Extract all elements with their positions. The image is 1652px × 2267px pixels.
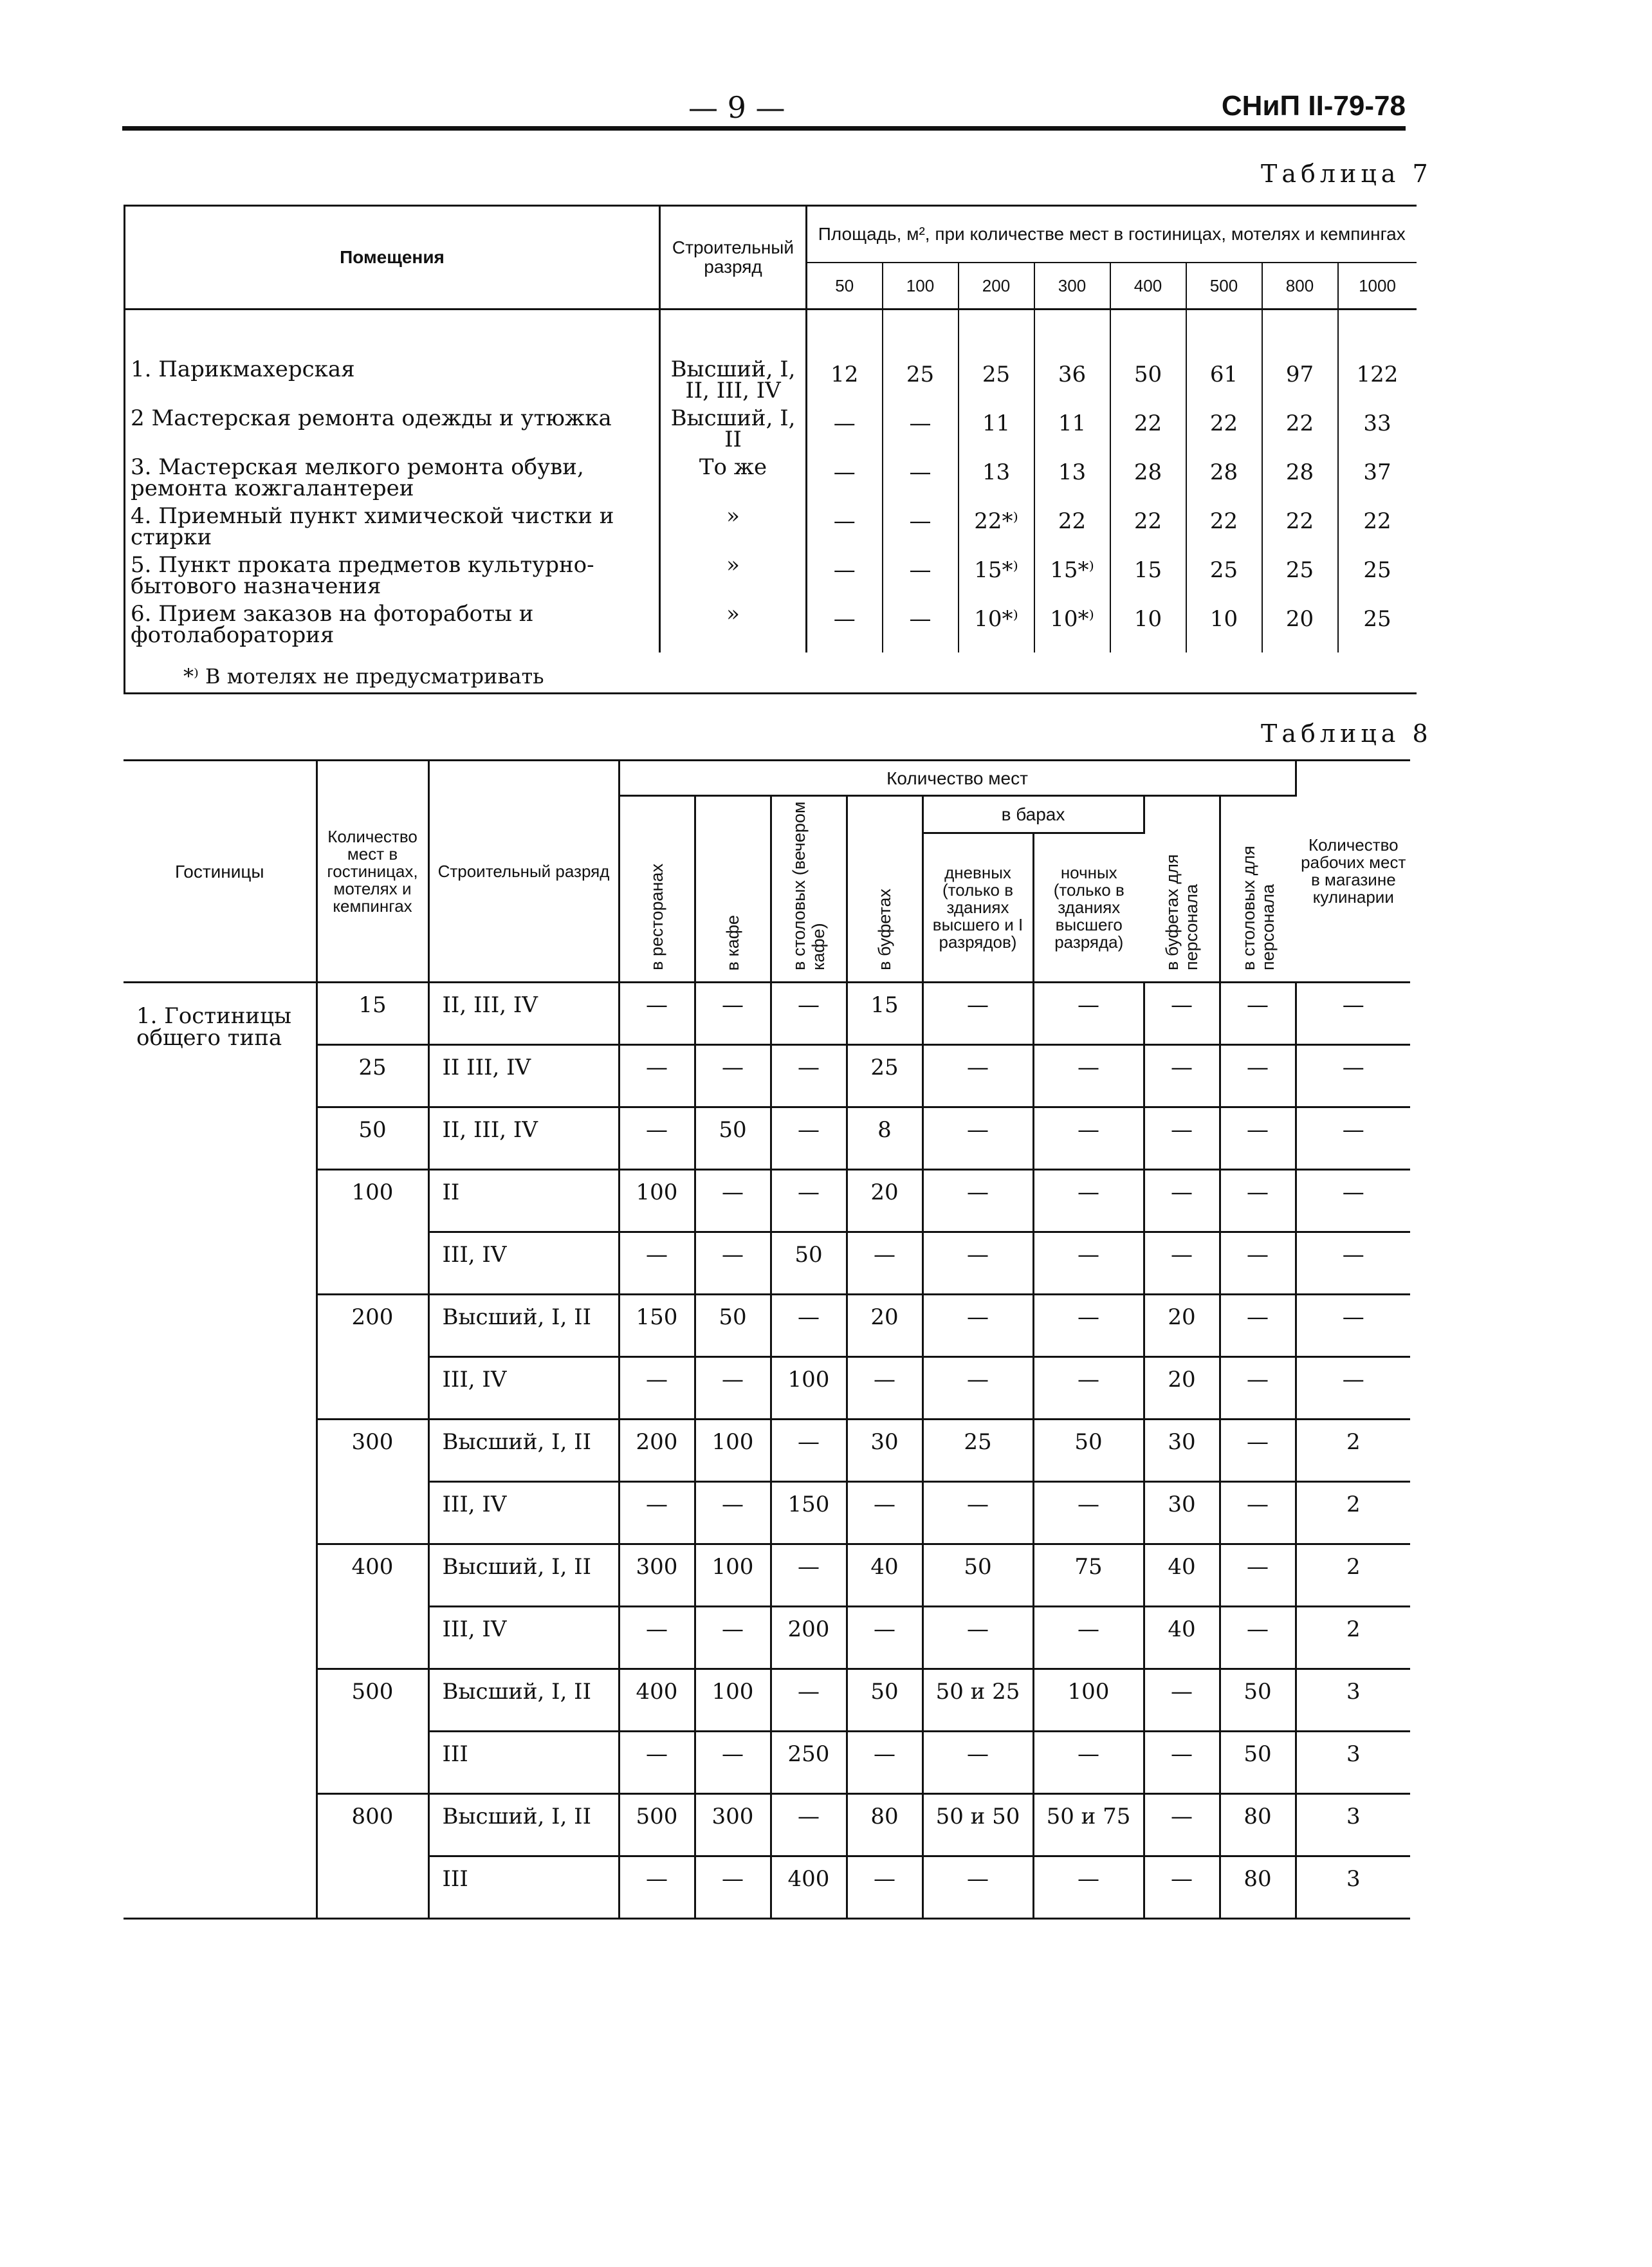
table8-header-places-group: Количество мест — [619, 761, 1296, 796]
table8-value: 3 — [1296, 1732, 1410, 1794]
table8-value: 100 — [695, 1420, 771, 1482]
table8-value: — — [695, 1357, 771, 1420]
table8-value: — — [1144, 1732, 1220, 1794]
table8-value: — — [922, 1482, 1033, 1544]
table7-header-area: Площадь, м², при количестве мест в гостиницах, мотелях и кемпингах — [807, 206, 1417, 263]
table8-value: 50 — [847, 1669, 922, 1732]
table7-area-value: 37 — [1363, 459, 1391, 485]
table8-value: — — [1144, 983, 1220, 1045]
table7-header-grade: Строительный разряд — [660, 206, 807, 310]
table8-value: — — [1033, 1856, 1144, 1919]
table8-value: — — [771, 1544, 847, 1607]
table7-area-value: 22 — [1262, 506, 1338, 555]
table8-header-hotels: Гостиницы — [124, 761, 317, 983]
table8-value: 75 — [1033, 1544, 1144, 1607]
table7-area-value: 25 — [883, 359, 959, 408]
table8-value: — — [847, 1607, 922, 1669]
table8-value: 40 — [1144, 1544, 1220, 1607]
table8-value: — — [922, 983, 1033, 1045]
table8-value: 50 и 25 — [922, 1669, 1033, 1732]
table8-value: — — [1220, 1232, 1296, 1295]
table8-value: 50 — [695, 1295, 771, 1357]
table8-value: — — [1033, 1732, 1144, 1794]
table8-value: — — [1033, 1295, 1144, 1357]
table7-room-name: 6. Прием заказов на фотоработы и фотолаборатория — [125, 604, 660, 652]
table7-room-name: 5. Пункт проката предметов культурно-бытового назначения — [125, 555, 660, 604]
table8-grade: III, IV — [428, 1357, 619, 1420]
table8-value: 25 — [922, 1420, 1033, 1482]
table8-value: — — [1296, 1295, 1410, 1357]
table7-area-value: 122 — [1356, 362, 1399, 387]
table8-value: — — [1296, 1107, 1410, 1170]
table8-value: — — [1296, 1357, 1410, 1420]
table8-value: — — [922, 1045, 1033, 1107]
table7-row — [125, 457, 1417, 506]
table8-value: 3 — [1296, 1669, 1410, 1732]
table8-header-grade: Строительный разряд — [428, 761, 619, 983]
table8-grade: III, IV — [428, 1607, 619, 1669]
table8-value: 250 — [771, 1732, 847, 1794]
table8-value: — — [619, 1607, 695, 1669]
table8-value: 40 — [847, 1544, 922, 1607]
table8-value: — — [771, 1669, 847, 1732]
table8-header-canteens: в столовых (вечером кафе) — [771, 796, 847, 983]
table8-value: — — [847, 1232, 922, 1295]
table8-value: — — [847, 1856, 922, 1919]
table8-row — [124, 1669, 1410, 1732]
table7-grade: » — [660, 506, 807, 555]
table7-area-value: 25 — [1262, 555, 1338, 604]
table8-grade: III — [428, 1732, 619, 1794]
table8-value: — — [619, 1357, 695, 1420]
table8-body — [124, 983, 1410, 1919]
table7-area-value: 10 — [1186, 604, 1262, 652]
table8-header-workplaces: Количество рабочих мест в магазине кулинарии — [1296, 761, 1410, 983]
table8-grade: II, III, IV — [428, 983, 619, 1045]
table8-value: 20 — [1144, 1295, 1220, 1357]
table8-value: 100 — [1033, 1669, 1144, 1732]
table7-footnote: *⁾ В мотелях не предусматривать — [183, 664, 544, 689]
table8-value: — — [1033, 1045, 1144, 1107]
table8-value: 3 — [1296, 1856, 1410, 1919]
table7-row — [125, 359, 1417, 408]
table8-value: — — [922, 1357, 1033, 1420]
table8-value: — — [695, 1170, 771, 1232]
table8-value: — — [695, 1607, 771, 1669]
table8-seat-count: 25 — [317, 1045, 428, 1107]
table8-value: 200 — [771, 1607, 847, 1669]
table8-value: 2 — [1296, 1607, 1410, 1669]
table8-value: 300 — [695, 1794, 771, 1856]
table8-header-bars-group: в барах — [922, 796, 1144, 833]
table7-seat-count: 50 — [807, 263, 883, 310]
table7-area-value: 36 — [1034, 359, 1110, 408]
table7-area-value: 25 — [1363, 606, 1391, 632]
table8-value: — — [1220, 1607, 1296, 1669]
table8-grade: Высший, I, II — [428, 1544, 619, 1607]
table8-value: 2 — [1296, 1482, 1410, 1544]
table7-area-value: 22 — [1110, 408, 1186, 457]
table8-value: — — [619, 1482, 695, 1544]
table8-value: — — [1296, 1232, 1410, 1295]
table8-value: — — [1220, 1170, 1296, 1232]
table7-area-value: 28 — [1262, 457, 1338, 506]
table8-seat-count: 500 — [317, 1669, 428, 1794]
table8-value: 8 — [847, 1107, 922, 1170]
table7-seat-count: 400 — [1110, 263, 1186, 310]
table7-seat-count: 300 — [1034, 263, 1110, 310]
page-header — [122, 90, 1406, 129]
table8-header-day-bars: дневных (только в зданиях высшего и I разрядов) — [922, 833, 1033, 982]
table8-grade: III — [428, 1856, 619, 1919]
table8-value: — — [922, 1170, 1033, 1232]
table7-body — [125, 310, 1417, 653]
table8-value: 20 — [1144, 1357, 1220, 1420]
table7-area-value: 22 — [1262, 408, 1338, 457]
table8-value: — — [771, 983, 847, 1045]
table8-value: — — [1033, 1607, 1144, 1669]
table8-row — [124, 1420, 1410, 1482]
table8-value: 80 — [1220, 1794, 1296, 1856]
table8-value: 80 — [1220, 1856, 1296, 1919]
table8-value: — — [1033, 983, 1144, 1045]
table7-area-value: — — [807, 457, 883, 506]
table7-row — [125, 506, 1417, 555]
table7-area-value: — — [883, 408, 959, 457]
table8-value: — — [1220, 1045, 1296, 1107]
table7-area-value: 10*⁾ — [1034, 604, 1110, 652]
table8-value: 100 — [695, 1669, 771, 1732]
table8-row — [124, 1295, 1410, 1357]
table8-value: — — [771, 1170, 847, 1232]
table8-value: 500 — [619, 1794, 695, 1856]
table8-value: 100 — [695, 1544, 771, 1607]
table7-seat-count: 100 — [883, 263, 959, 310]
table8-value: 15 — [847, 983, 922, 1045]
table8-grade: Высший, I, II — [428, 1669, 619, 1732]
table7-room-name: 2 Мастерская ремонта одежды и утюжка — [125, 408, 660, 457]
table8-value: 50 — [1033, 1420, 1144, 1482]
table8-row — [124, 1107, 1410, 1170]
table8-value: — — [695, 1045, 771, 1107]
table8-value: — — [1144, 1856, 1220, 1919]
header-rule — [122, 126, 1406, 131]
table8-value: — — [771, 1420, 847, 1482]
table8-value: — — [1033, 1357, 1144, 1420]
table8-header-night-bars: ночных (только в зданиях высшего разряда) — [1033, 833, 1144, 982]
table7-area-value: 22 — [1034, 506, 1110, 555]
table8-header-restaurants: в ресторанах — [619, 796, 695, 983]
table7-row — [125, 555, 1417, 604]
table8-value: — — [1220, 1107, 1296, 1170]
page-number: — 9 — — [688, 90, 785, 125]
table7-area-value: 10 — [1110, 604, 1186, 652]
table8-value: — — [1033, 1482, 1144, 1544]
table8-value: — — [1033, 1232, 1144, 1295]
table7-area-value: 13 — [1034, 457, 1110, 506]
table8-value: — — [695, 1856, 771, 1919]
table7-area-value: 15 — [1110, 555, 1186, 604]
table8-value: 40 — [1144, 1607, 1220, 1669]
table8-value: — — [1144, 1794, 1220, 1856]
table7-area-value: 25 — [959, 359, 1034, 408]
table7-area-value: 97 — [1262, 359, 1338, 408]
table8-value: — — [1033, 1170, 1144, 1232]
table8-value: — — [695, 1482, 771, 1544]
table8-value: 200 — [619, 1420, 695, 1482]
table8-seat-count: 300 — [317, 1420, 428, 1544]
table8-value: 80 — [847, 1794, 922, 1856]
table8-value: — — [1220, 1295, 1296, 1357]
table8-value: — — [619, 1732, 695, 1794]
table8-value: — — [847, 1482, 922, 1544]
table7-area-value: 28 — [1110, 457, 1186, 506]
table8-value: 100 — [771, 1357, 847, 1420]
table8-value: — — [619, 1045, 695, 1107]
table8-row — [124, 1544, 1410, 1607]
table8-value: 50 и 50 — [922, 1794, 1033, 1856]
table8-grade: II — [428, 1170, 619, 1232]
table8-value: — — [1220, 1544, 1296, 1607]
table7-seat-count: 200 — [959, 263, 1034, 310]
table7-area-value: 10*⁾ — [959, 604, 1034, 652]
table7-area-value: — — [807, 555, 883, 604]
table7-area-value: 11 — [1034, 408, 1110, 457]
table8-value: 2 — [1296, 1544, 1410, 1607]
table8-grade: Высший, I, II — [428, 1420, 619, 1482]
table7-area-value: 15*⁾ — [959, 555, 1034, 604]
table7-area-value: — — [807, 604, 883, 652]
table7-area-value: — — [883, 506, 959, 555]
table7-area-value: — — [807, 408, 883, 457]
table7-seat-count: 500 — [1186, 263, 1262, 310]
table8-value: — — [619, 983, 695, 1045]
table8-value: — — [1144, 1045, 1220, 1107]
table7-area-value: 13 — [959, 457, 1034, 506]
table8-value: — — [695, 983, 771, 1045]
table7-room-name: 4. Приемный пункт химической чистки и стирки — [125, 506, 660, 555]
table8-header-seats: Количество мест в гостиницах, мотелях и кемпингах — [317, 761, 428, 983]
table8 — [124, 759, 1410, 1920]
table8-value: — — [1144, 1170, 1220, 1232]
table8-value: — — [922, 1295, 1033, 1357]
table8-value: 150 — [619, 1295, 695, 1357]
table8-row — [124, 983, 1410, 1045]
table8-value: — — [1296, 983, 1410, 1045]
table8-value: 25 — [847, 1045, 922, 1107]
table7-area-value: 28 — [1186, 457, 1262, 506]
table8-value: — — [922, 1107, 1033, 1170]
table7-grade: » — [660, 555, 807, 604]
table7 — [124, 205, 1417, 694]
table8-seat-count: 100 — [317, 1170, 428, 1295]
table8-value: 20 — [847, 1170, 922, 1232]
table8-value: 3 — [1296, 1794, 1410, 1856]
table8-value: — — [695, 1232, 771, 1295]
table8-value: — — [1144, 1669, 1220, 1732]
table8-value: — — [922, 1732, 1033, 1794]
table8-value: — — [1296, 1170, 1410, 1232]
table7-area-value: 22 — [1363, 508, 1391, 534]
table7-grade: То же — [660, 457, 807, 506]
table8-header-staff-buffets: в буфетах для персонала — [1144, 796, 1220, 983]
table7-area-value: 22 — [1186, 408, 1262, 457]
table7-area-value: 33 — [1363, 411, 1391, 436]
table8-hotel-type: 1. Гостиницы общего типа — [124, 983, 317, 1919]
table8-grade: II, III, IV — [428, 1107, 619, 1170]
table8-value: — — [1220, 983, 1296, 1045]
table8-value: 50 и 75 — [1033, 1794, 1144, 1856]
table8-value: 150 — [771, 1482, 847, 1544]
document-code: СНиП II-79-78 — [1221, 90, 1406, 122]
table8-value: — — [847, 1732, 922, 1794]
table8-value: — — [1144, 1107, 1220, 1170]
table8-value: — — [922, 1856, 1033, 1919]
table8-value: 100 — [619, 1170, 695, 1232]
table7-row — [125, 604, 1417, 652]
table8-value: 400 — [619, 1669, 695, 1732]
table8-value: — — [771, 1045, 847, 1107]
table8-header-buffets: в буфетах — [847, 796, 922, 983]
table8-row — [124, 1794, 1410, 1856]
table8-value: — — [1220, 1482, 1296, 1544]
table7-seat-count: 1000 — [1338, 263, 1417, 310]
table7-header-room: Помещения — [125, 206, 660, 310]
table8-value: 50 — [771, 1232, 847, 1295]
table8-value: 50 — [695, 1107, 771, 1170]
table8-value: — — [619, 1232, 695, 1295]
table7-area-value: — — [883, 604, 959, 652]
table7-grade: Высший, I, II, III, IV — [660, 359, 807, 408]
table7-area-value: 22 — [1110, 506, 1186, 555]
table7-area-value: 15*⁾ — [1034, 555, 1110, 604]
table8-value: — — [771, 1794, 847, 1856]
table7-room-name: 3. Мастерская мелкого ремонта обуви, ремонта кожгалантереи — [125, 457, 660, 506]
table8-value: 50 — [922, 1544, 1033, 1607]
table8-value: 50 — [1220, 1732, 1296, 1794]
table8-value: 30 — [1144, 1482, 1220, 1544]
table7-seat-count: 800 — [1262, 263, 1338, 310]
table8-value: — — [847, 1357, 922, 1420]
table8-seat-count: 50 — [317, 1107, 428, 1170]
table8-seat-count: 400 — [317, 1544, 428, 1669]
table8-grade: III, IV — [428, 1232, 619, 1295]
table8-value: 30 — [1144, 1420, 1220, 1482]
table8-seat-count: 15 — [317, 983, 428, 1045]
table7-area-value: 20 — [1262, 604, 1338, 652]
table8-value: 300 — [619, 1544, 695, 1607]
table8-value: — — [1144, 1232, 1220, 1295]
table8-seat-count: 800 — [317, 1794, 428, 1919]
table7-area-value: 25 — [1186, 555, 1262, 604]
table8-value: 50 — [1220, 1669, 1296, 1732]
table8-value: — — [619, 1107, 695, 1170]
table8-value: — — [695, 1732, 771, 1794]
table8-value: — — [771, 1295, 847, 1357]
table8-grade: III, IV — [428, 1482, 619, 1544]
table7-area-value: — — [807, 506, 883, 555]
table8-value: — — [1296, 1045, 1410, 1107]
table7-area-value: — — [883, 457, 959, 506]
table8-value: 30 — [847, 1420, 922, 1482]
table8-value: 2 — [1296, 1420, 1410, 1482]
table8-grade: II III, IV — [428, 1045, 619, 1107]
table8-row — [124, 1045, 1410, 1107]
table8-value: — — [771, 1107, 847, 1170]
table8-value: — — [1220, 1420, 1296, 1482]
table7-area-value: 11 — [959, 408, 1034, 457]
table7-area-value: 12 — [807, 359, 883, 408]
table7-area-value: 61 — [1186, 359, 1262, 408]
table8-grade: Высший, I, II — [428, 1794, 619, 1856]
table8-caption: Таблица 8 — [1261, 719, 1433, 748]
table8-row — [124, 1170, 1410, 1232]
table8-value: 400 — [771, 1856, 847, 1919]
table8-value: — — [1220, 1357, 1296, 1420]
table8-seat-count: 200 — [317, 1295, 428, 1420]
table8-grade: Высший, I, II — [428, 1295, 619, 1357]
table8-value: — — [922, 1232, 1033, 1295]
table8-value: — — [1033, 1107, 1144, 1170]
table7-area-value: 50 — [1110, 359, 1186, 408]
table7-caption: Таблица 7 — [1261, 160, 1433, 188]
table7-grade: » — [660, 604, 807, 652]
table7-area-value: 22 — [1186, 506, 1262, 555]
table7-grade: Высший, I, II — [660, 408, 807, 457]
table8-value: — — [922, 1607, 1033, 1669]
table8-value: — — [619, 1856, 695, 1919]
table7-row — [125, 408, 1417, 457]
table8-header-cafe: в кафе — [695, 796, 771, 983]
table7-area-value: — — [883, 555, 959, 604]
table7-area-value: 22*⁾ — [959, 506, 1034, 555]
table7-room-name: 1. Парикмахерская — [125, 359, 660, 408]
table8-value: 20 — [847, 1295, 922, 1357]
table7-area-value: 25 — [1363, 557, 1391, 583]
table8-header-staff-canteens: в столовых для персонала — [1220, 796, 1296, 983]
